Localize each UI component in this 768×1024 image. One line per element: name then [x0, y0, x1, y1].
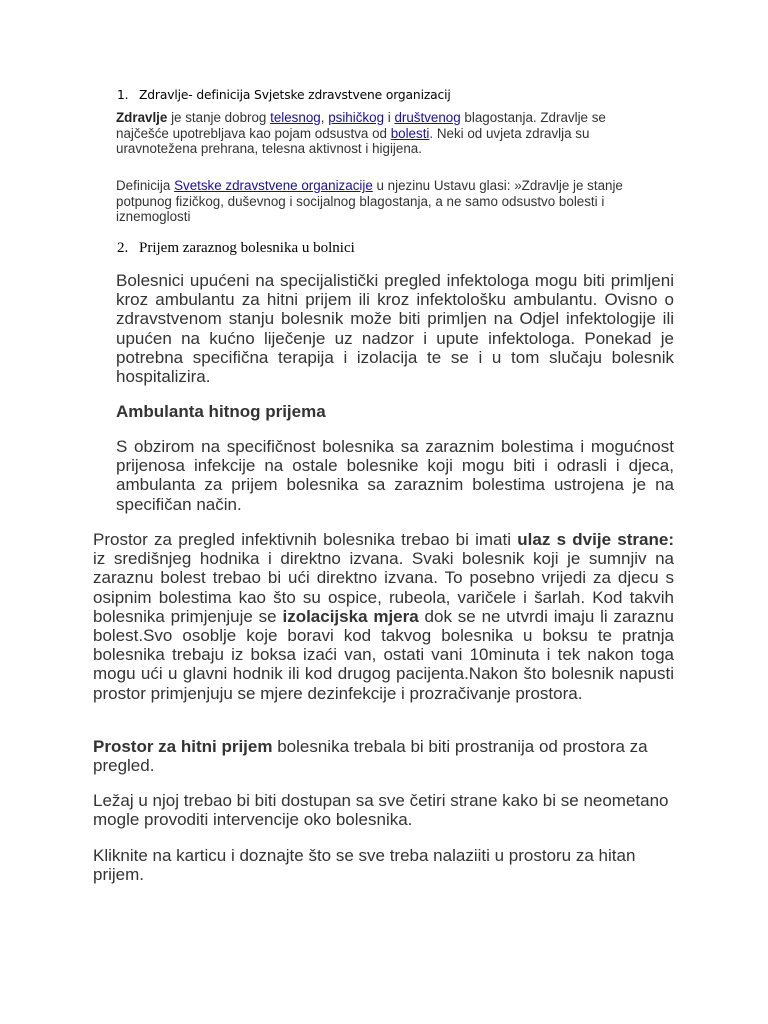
- heading-health-definition: [117, 88, 451, 102]
- text-run: bolesnika trebala bi biti prostranija od prostora za pregled.: [93, 737, 648, 776]
- paragraph-space: [93, 530, 674, 703]
- text-run: u njezinu Ustavu glasi: »Zdravlje je stanje potpunog fizičkog, duševnog i socijalnog blagostanja, a ne samo odsustvo bolesti i iznemoglosti: [116, 178, 623, 225]
- link-who[interactable]: Svetske zdravstvene organizacije: [174, 178, 373, 193]
- paragraph-health: [116, 110, 636, 157]
- bold-term-health: Zdravlje: [116, 110, 168, 125]
- heading-text: Zdravlje- definicija Svjetske zdravstvene organizacij: [139, 88, 451, 102]
- heading-admission: [117, 240, 355, 257]
- section-title-ambulance: Ambulanta hitnog prijema: [116, 402, 326, 421]
- heading-text: Prijem zaraznog bolesnika u bolnici: [139, 240, 355, 256]
- text-run: Prostor za pregled infektivnih bolesnika trebao bi imati: [93, 530, 518, 549]
- paragraph-emergency-room: [93, 737, 674, 775]
- text-run: Definicija: [116, 178, 175, 193]
- paragraph-bed: Ležaj u njoj trebao bi biti dostupan sa sve četiri strane kako bi se neometano mogle provoditi intervencije oko bolesnika.: [93, 791, 669, 830]
- link-telesnog[interactable]: telesnog: [270, 110, 321, 125]
- text-run: . Neki od uvjeta zdravlja su uravnotežena prehrana, telesna aktivnost i higijena.: [116, 125, 590, 157]
- text-run: ,: [320, 110, 329, 125]
- text-run: iz središnjeg hodnika i direktno izvana. Svaki bolesnik koji je sumnjiv na zaraznu bolest trebao bi ući direktno izvana. To posebno vrijedi za djecu s osipnim bolestima kao što su ospice, rubeola, varičele i šarlah. Kod takvih bolesnika primjenjuje se: [93, 549, 674, 626]
- text-run: blagostanja. Zdravlje se najčešće upotrebljava kao pojam odsustva od: [116, 110, 606, 141]
- text-run: je stanje dobrog: [167, 110, 271, 125]
- bold-entrance: ulaz s dvije strane:: [517, 530, 674, 549]
- paragraph-who-definition: [116, 178, 636, 225]
- paragraph-ambulance: S obzirom na specifičnost bolesnika sa zaraznim bolestima i mogućnost prijenosa infekcije na ostale bolesnike koji mogu biti i odrasli i djeca, ambulanta za prijem bolesnika sa zaraznim bolestima ustrojena je na specifičan način.: [116, 437, 674, 514]
- heading-number: 1.: [117, 88, 129, 102]
- heading-number: 2.: [117, 240, 129, 256]
- text-run: i: [384, 110, 395, 125]
- text-run: dok se ne utvrdi imaju li zaraznu bolest.Svo osoblje koje boravi kod takvog bolesnika u boksu te pratnja bolesnika trebaju iz boksa izaći van, ostati vani 10minuta i tek nakon toga mogu ući u glavni hodnik ili kod drugog pacijenta.Nakon što bolesnik napusti prostor primjenjuju se mjere dezinfekcije i prozračivanje prostora.: [93, 606, 675, 703]
- paragraph-click-instruction: Kliknite na karticu i doznajte što se sve treba nalaziiti u prostoru za hitan prijem.: [93, 846, 636, 885]
- link-drustvenog[interactable]: društvenog: [394, 110, 461, 125]
- bold-emergency-room: Prostor za hitni prijem: [93, 737, 273, 756]
- paragraph-admission: Bolesnici upućeni na specijalistički pregled infektologa mogu biti primljeni kroz ambulantu za hitni prijem ili kroz infektološku ambulantu. Ovisno o zdravstvenom stanju bolesnik može biti primljen na Odjel infektologije ili upućen na kućno liječenje uz nadzor i upute infektologa. Ponekad je potrebna specifična terapija i izolacija te se i u tom slučaju bolesnik hospitalizira.: [116, 271, 674, 387]
- bold-isolation: izolacijska mjera: [282, 606, 419, 626]
- link-psihickog[interactable]: psihičkog: [328, 110, 385, 125]
- link-bolesti[interactable]: bolesti: [390, 125, 430, 141]
